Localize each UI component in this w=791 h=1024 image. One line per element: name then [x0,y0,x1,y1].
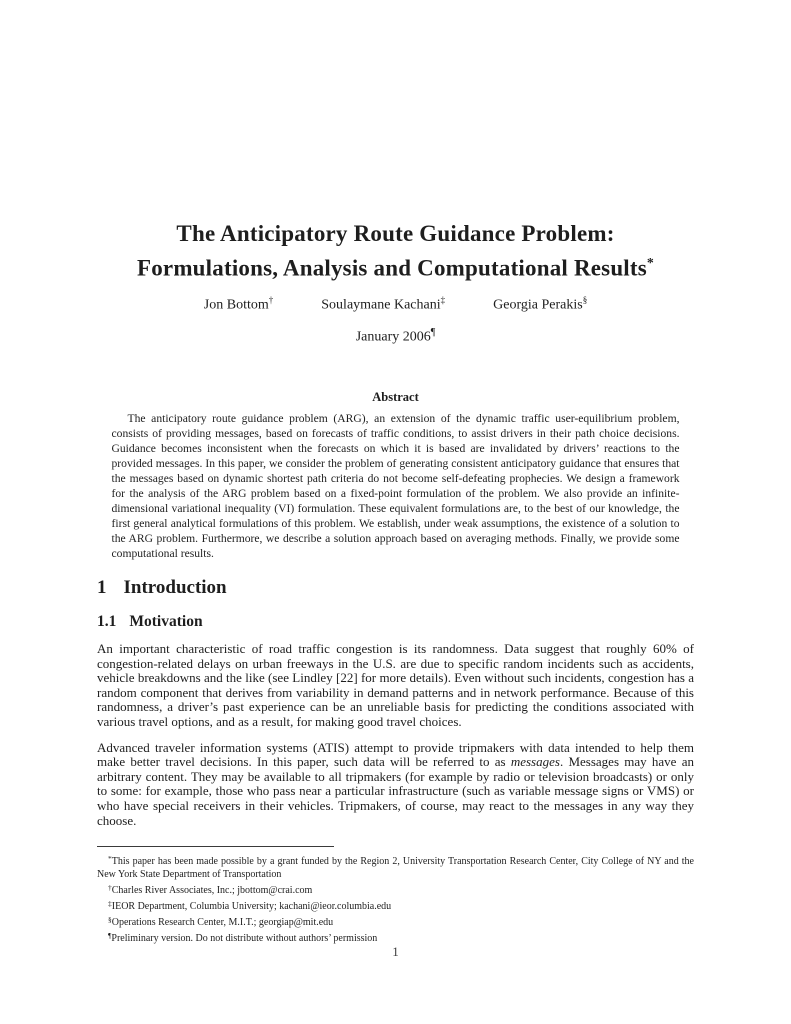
footnote-bottom-affiliation [97,881,694,897]
footnote-kachani-affiliation [97,897,694,913]
author-footnote-mark: ‡ [440,294,446,305]
footnote-text: Charles River Associates, Inc.; jbottom@crai.com [111,885,313,896]
footnote-text: Operations Research Center, M.I.T.; georgiap@mit.edu [111,917,334,928]
section-title: Introduction [123,576,227,598]
page-number: 1 [392,944,399,959]
author-list [0,295,791,314]
paragraph-text: . Messages may have an arbitrary content. They may be available to all tripmakers (for example by radio or television broadcasts) or only to some: for example, those who pass near a particular infrastructure (such as variable message signs or VMS) or who have special receivers in their vehicles. Tripmakers, of course, may react to the messages in any way they choose. [97,754,694,828]
author-jon-bottom [204,295,273,314]
author-footnote-mark: † [268,294,274,305]
author-name: Soulaymane Kachani [321,297,441,313]
footnote-mark: § [108,915,112,924]
abstract-section [112,390,680,561]
footnote-text: This paper has been made possible by a grant funded by the Region 2, University Transportation Research Center, City College of NY and the New York State Department of Transportation [97,856,694,880]
footnote-preliminary-version [97,929,694,945]
footnote-text: IEOR Department, Columbia University; kachani@ieor.columbia.edu [111,901,392,912]
subsection-title: Motivation [129,612,203,630]
footnote-mark: ‡ [108,899,112,908]
paper-title [0,0,791,283]
title-line-1: The Anticipatory Route Guidance Problem: [176,221,615,246]
section-heading-introduction [97,577,791,599]
date-text: January 2006 [355,329,431,345]
author-footnote-mark: § [582,294,588,305]
emphasized-term-messages: messages [510,754,560,770]
footnote-mark: † [108,883,112,892]
author-name: Jon Bottom [203,297,269,313]
paragraph-motivation-2 [97,741,694,829]
author-soulaymane-kachani [321,295,445,314]
author-georgia-perakis [493,295,587,314]
footnote-block [97,846,694,945]
footnote-mark: * [108,854,112,863]
subsection-number: 1.1 [97,612,117,630]
footnote-mark: ¶ [108,931,112,940]
footnote-grant [97,852,694,881]
title-line-2: Formulations, Analysis and Computational Results [136,255,647,281]
subsection-heading-motivation [97,613,791,631]
date-line [0,327,791,346]
paragraph-text: Advanced traveler information systems (ATIS) attempt to provide tripmakers with data intended to help them make better travel decisions. In this paper, such data will be referred to as [97,739,694,770]
paragraph-motivation-1: An important characteristic of road traffic congestion is its randomness. Data suggest that roughly 60% of congestion-related delays on urban freeways in the U.S. are due to specific random incidents such as accidents, vehicle breakdowns and the like (see Lindley [22] for more details). Even without such incidents, congestion has a random component that derives from variability in demand patterns and in network performance. Because of this randomness, a driver’s past experience can be an unreliable basis for predicting the conditions associated with various travel options, and as a result, for making good travel choices. [97,640,694,729]
abstract-heading: Abstract [372,389,419,404]
footnote-rule [97,846,334,847]
title-footnote-mark: * [646,255,655,270]
section-number: 1 [97,576,107,598]
date-footnote-mark: ¶ [430,327,436,339]
abstract-text: The anticipatory route guidance problem (ARG), an extension of the dynamic traffic user-equilibrium problem, consists of providing messages, based on forecasts of traffic conditions, to assist drivers in their path choice decisions. Guidance becomes inconsistent when the forecasts on which it is based are invalidated by drivers’ reactions to the provided messages. In this paper, we consider the problem of generating consistent anticipatory guidance that ensures that the messages based on dynamic shortest path criteria do not become self-defeating prophecies. We design a framework for the analysis of the ARG problem based on a fixed-point formulation of the problem. We also provide an infinite-dimensional variational inequality (VI) formulation. These equivalent formulations are, to the best of our knowledge, the first general analytical formulations of this problem. We establish, under weak assumptions, the existence of a solution to the ARG problem. Furthermore, we describe a solution approach based on averaging methods. Finally, we provide some computational results. [111,411,680,560]
footnote-perakis-affiliation [97,913,694,929]
author-name: Georgia Perakis [493,297,583,313]
footnote-text: Preliminary version. Do not distribute without authors’ permission [111,933,378,944]
